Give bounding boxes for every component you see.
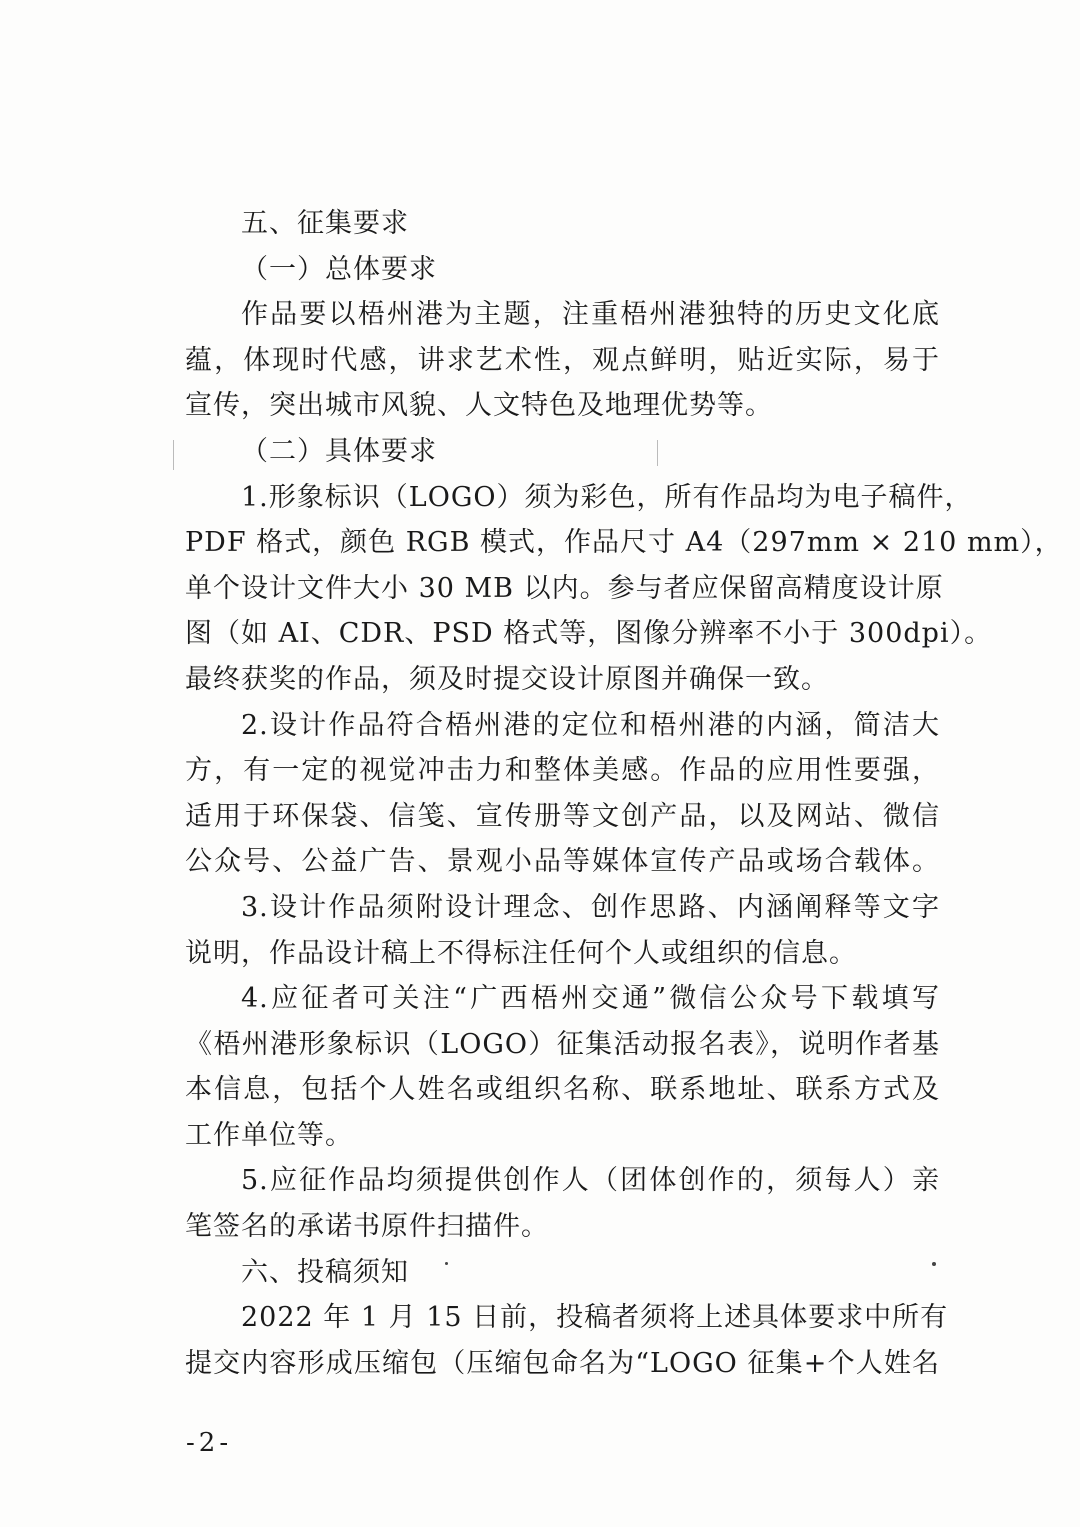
list-item-2-line: 公众号、公益广告、景观小品等媒体宣传产品或场合载体。 [185, 846, 940, 878]
list-item-3-line: 说明，作品设计稿上不得标注任何个人或组织的信息。 [185, 937, 857, 969]
paragraph-line: 蕴，体现时代感，讲求艺术性，观点鲜明，贴近实际，易于 [185, 344, 940, 376]
list-item-3-line: 3.设计作品须附设计理念、创作思路、内涵阐释等文字 [241, 891, 940, 923]
list-item-5-line: 5.应征作品均须提供创作人（团体创作的，须每人）亲 [241, 1165, 940, 1197]
document-body [185, 201, 1063, 1386]
paragraph-line: 宣传，突出城市风貌、人文特色及地理优势等。 [185, 390, 773, 422]
scan-mark-right [657, 440, 658, 466]
list-item-2-line: 适用于环保袋、信笺、宣传册等文创产品，以及网站、微信 [185, 800, 940, 832]
list-item-1-line: PDF 格式，颜色 RGB 模式，作品尺寸 A4（297mm × 210 mm）， [185, 527, 1063, 559]
paragraph-line: 作品要以梧州港为主题，注重梧州港独特的历史文化底 [241, 299, 940, 331]
list-item-4-line: 本信息，包括个人姓名或组织名称、联系地址、联系方式及 [185, 1074, 940, 1106]
section-heading-5: 五、征集要求 [241, 208, 409, 239]
list-item-1-line: 单个设计文件大小 30 MB 以内。参与者应保留高精度设计原 [185, 572, 944, 604]
subsection-heading-2: （二）具体要求 [241, 435, 437, 467]
paragraph-line: 提交内容形成压缩包（压缩包命名为“LOGO 征集+个人姓名 [185, 1347, 940, 1379]
list-item-2-line: 2.设计作品符合梧州港的定位和梧州港的内涵，简洁大 [241, 709, 940, 741]
page-number: -2- [186, 1428, 233, 1458]
scan-dot [932, 1262, 936, 1266]
list-item-5-line: 笔签名的承诺书原件扫描件。 [185, 1211, 549, 1243]
list-item-1-line: 1.形象标识（LOGO）须为彩色，所有作品均为电子稿件， [241, 481, 973, 513]
section-heading-6: 六、投稿须知 [241, 1256, 409, 1288]
scan-dot [445, 1262, 448, 1265]
list-item-2-line: 方，有一定的视觉冲击力和整体美感。作品的应用性要强， [185, 755, 940, 787]
list-item-4-line: 工作单位等。 [185, 1119, 353, 1151]
list-item-4-line: 《梧州港形象标识（LOGO）征集活动报名表》，说明作者基 [185, 1028, 940, 1060]
list-item-1-line: 图（如 AI、CDR、PSD 格式等，图像分辨率不小于 300dpi）。 [185, 618, 993, 650]
list-item-1-line: 最终获奖的作品，须及时提交设计原图并确保一致。 [185, 663, 829, 695]
subsection-heading-1: （一）总体要求 [241, 253, 437, 285]
scan-mark-left [173, 440, 174, 470]
list-item-4-line: 4.应征者可关注“广西梧州交通”微信公众号下载填写 [241, 983, 940, 1015]
paragraph-line: 2022 年 1 月 15 日前，投稿者须将上述具体要求中所有 [241, 1302, 949, 1334]
